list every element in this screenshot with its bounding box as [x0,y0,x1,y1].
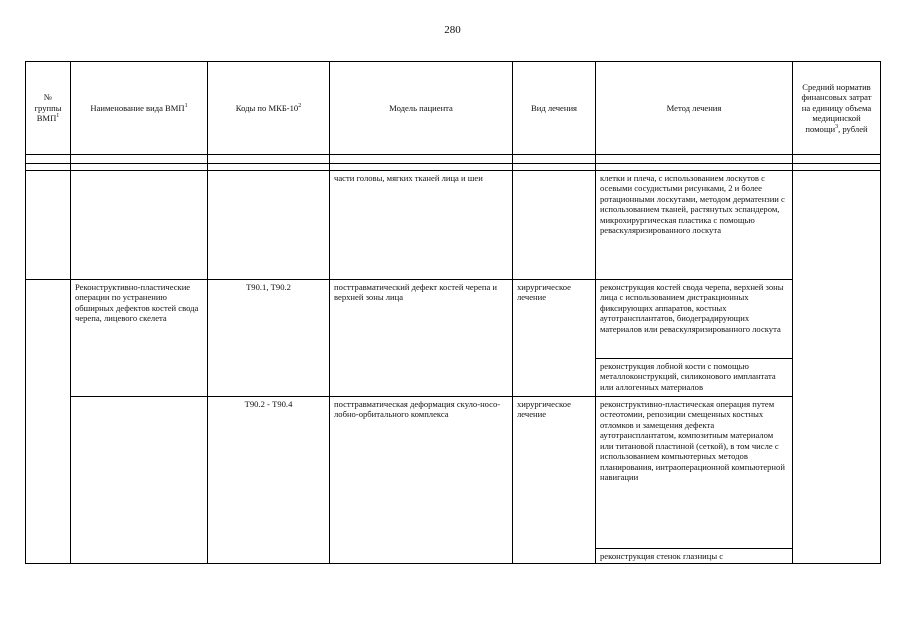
header-cost: Средний норматив финансовых затрат на единицу объема медицинской помощи$^3$, рублей [793,62,881,155]
treatment-type-cell: хирургическое лечение [513,397,596,564]
header-patient-model: Модель пациента [330,62,513,155]
patient-model-cell: посттравматический дефект костей черепа и верхней зоны лица [330,280,513,397]
vmp-table [25,61,881,564]
table-header-row [26,62,881,155]
patient-model-cell: посттравматическая деформация скуло-носо-лобно-орбитального комплекса [330,397,513,564]
header-icd-codes: Коды по МКБ-$10^2$ [208,62,330,155]
header-group-number: № группы ВМП$^1$ [26,62,71,155]
vmp-name-cell: Реконструктивно-пластические операции по устранению обширных дефектов костей свода черепа, лицевого скелета [71,280,208,397]
spacer-row [26,164,881,171]
table-row [26,397,881,549]
page-number: 280 [444,24,461,36]
table-row [26,171,881,280]
method-cell: реконструкция костей свода черепа, верхней зоны лица с использованием дистракционных фиксирующих аппаратов, костных аутотрансплантатов, биодеградирующих материалов или реваскуляризированного лоскута [596,280,793,359]
treatment-type-cell: хирургическое лечение [513,280,596,397]
method-cell: реконструкция стенок глазницы с [596,549,793,564]
column-number-row [26,155,881,164]
method-cell: реконструкция лобной кости с помощью металлоконструкций, силиконового имплантата или аллогенных материалов [596,359,793,397]
header-treatment-type: Вид лечения [513,62,596,155]
icd-codes-cell: Т90.1, Т90.2 [208,280,330,397]
header-vmp-name: Наименование вида ВМП$^1$ [71,62,208,155]
method-cell: клетки и плеча, с использованием лоскутов с осевыми сосудистыми рисунками, 2 и более ротационными лоскутами, методом дерматензии с использованием тканей, растянутых эспандером, микрохирургическая пластика с помощью реваскуляризированного лоскута [596,171,793,280]
header-treatment-method: Метод лечения [596,62,793,155]
method-cell: реконструктивно-пластическая операция путем остеотомии, репозиции смещенных костных отломков и замещения дефекта аутотрансплантатом, композитным материалом или титановой пластиной (сеткой), в том числе с использованием компьютерных методов планирования, интраоперационной компьютерной навигации [596,397,793,549]
icd-codes-cell: Т90.2 - Т90.4 [208,397,330,564]
patient-model-cell: части головы, мягких тканей лица и шеи [330,171,513,280]
table-row [26,280,881,359]
